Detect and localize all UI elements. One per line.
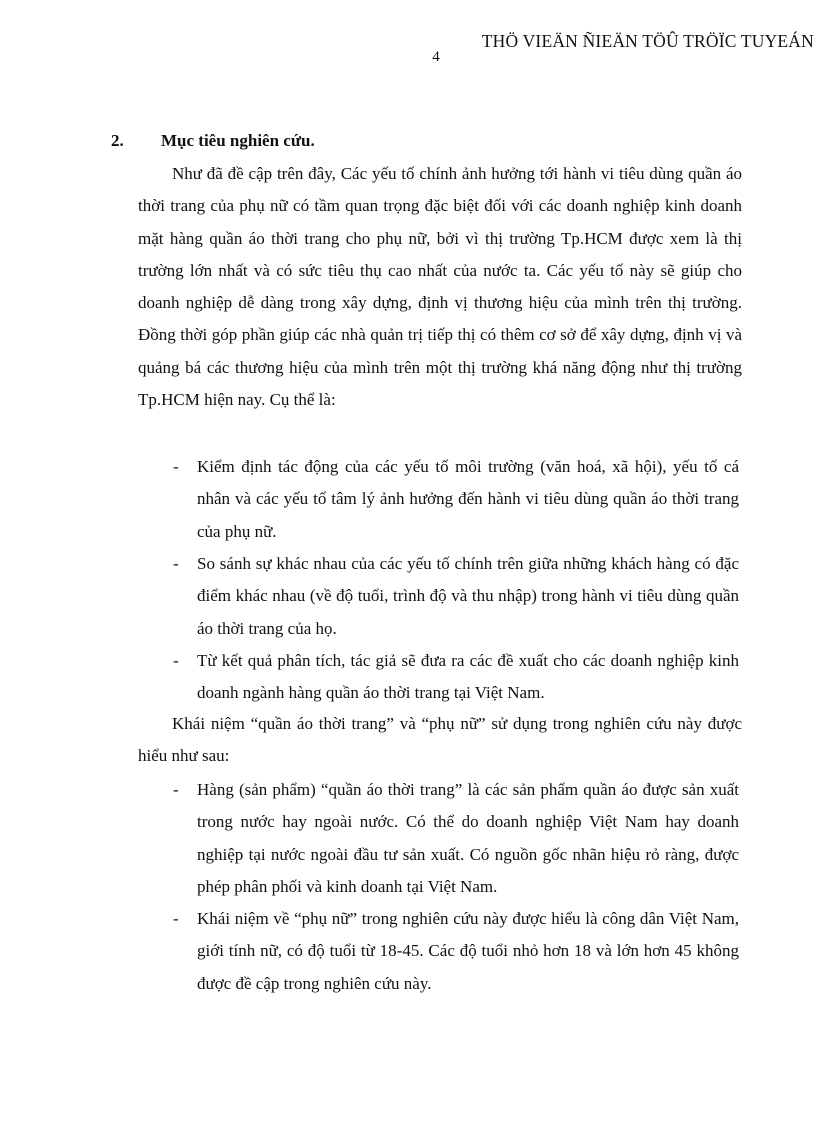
objective-item: [173, 548, 739, 645]
concept-paragraph: Khái niệm “quần áo thời trang” và “phụ nữ” sử dụng trong nghiên cứu này được hiểu như sau:: [138, 714, 742, 766]
header-brand: THÖ VIEÄN ÑIEÄN TÖÛ TRÖÏC TUYEÁN: [481, 31, 814, 51]
bullet-dash: -: [173, 457, 179, 476]
definition-item: [173, 903, 739, 1000]
intro-paragraph: Như đã đề cập trên đây, Các yếu tố chính ảnh hưởng tới hành vi tiêu dùng quần áo thời trang của phụ nữ có tầm quan trọng đặc biệt đối với các doanh nghiệp kinh doanh mặt hàng quần áo thời trang cho phụ nữ, bởi vì thị trường Tp.HCM được xem là thị trường lớn nhất và có sức tiêu thụ cao nhất của nước ta. Các yếu tố này sẽ giúp cho doanh nghiệp dễ dàng trong xây dựng, định vị thương hiệu của mình trên thị trường. Đồng thời góp phần giúp các nhà quản trị tiếp thị có thêm cơ sở để xây dựng, định vị và quảng bá các thương hiệu của mình trên một thị trường khá năng động như thị trường Tp.HCM hiện nay. Cụ thể là:: [138, 164, 742, 410]
objective-item: [173, 451, 739, 548]
definition-text: Hàng (sản phẩm) “quần áo thời trang” là các sản phẩm quần áo được sản xuất trong nước hay ngoài nước. Có thể do doanh nghiệp Việt Nam hay doanh nghiệp tại nước ngoài đầu tư sản xuất. Có nguồn gốc nhãn hiệu rỏ ràng, được phép phân phối và kinh doanh tại Việt Nam.: [197, 780, 739, 896]
objective-item: [173, 645, 739, 710]
objective-text: Từ kết quả phân tích, tác giả sẽ đưa ra các đề xuất cho các doanh nghiệp kinh doanh ngành hàng quần áo thời trang tại Việt Nam.: [197, 651, 739, 703]
definition-item: [173, 774, 739, 903]
section-title: Mục tiêu nghiên cứu.: [161, 131, 315, 150]
bullet-dash: -: [173, 780, 179, 799]
objective-text: So sánh sự khác nhau của các yếu tố chính trên giữa những khách hàng có đặc điểm khác nhau (về độ tuổi, trình độ và thu nhập) trong hành vi tiêu dùng quần áo thời trang của họ.: [197, 554, 739, 638]
objective-text: Kiểm định tác động của các yếu tố môi trường (văn hoá, xã hội), yếu tố cá nhân và các yếu tố tâm lý ảnh hưởng đến hành vi tiêu dùng quần áo thời trang của phụ nữ.: [197, 457, 739, 541]
section-number: 2.: [111, 131, 124, 150]
section-heading: [111, 131, 315, 151]
bullet-dash: -: [173, 651, 179, 670]
definition-text: Khái niệm về “phụ nữ” trong nghiên cứu này được hiểu là công dân Việt Nam, giới tính nữ, có độ tuổi từ 18-45. Các độ tuổi nhỏ hơn 18 và lớn hơn 45 không được đề cập trong nghiên cứu này.: [197, 909, 739, 993]
bullet-dash: -: [173, 554, 179, 573]
page-number: 4: [432, 49, 440, 65]
bullet-dash: -: [173, 909, 179, 928]
